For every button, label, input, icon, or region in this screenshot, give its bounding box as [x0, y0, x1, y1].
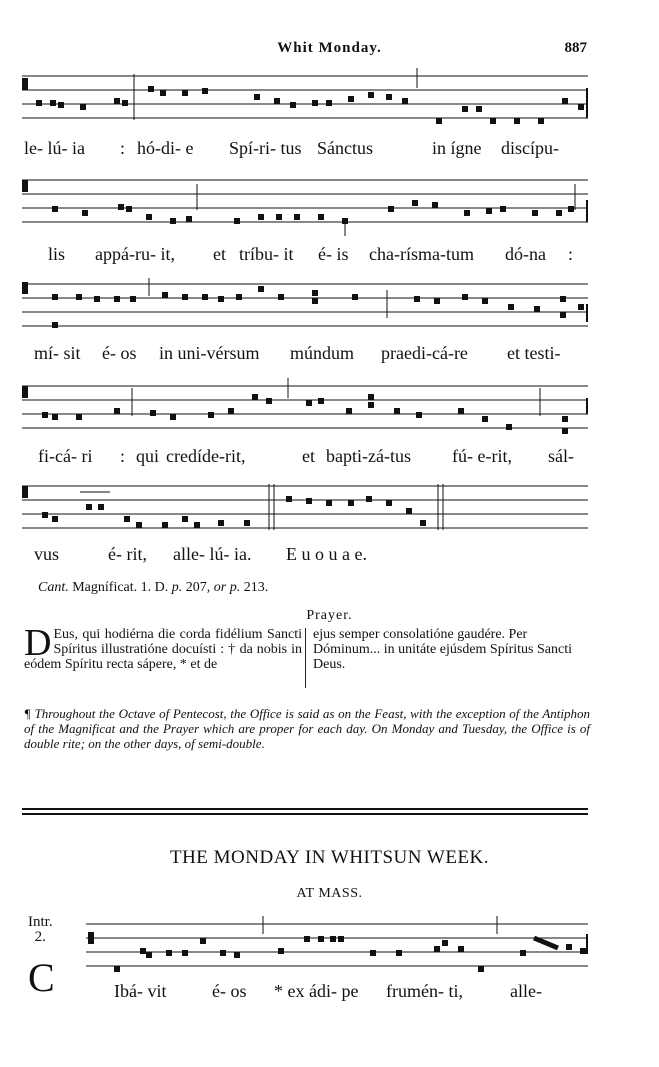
lyric-syllable: E u o u a e. [286, 544, 367, 564]
lyric-syllable: frumén- ti, [386, 981, 463, 1001]
lyric-syllable: et testi- [507, 343, 561, 363]
chant-staff-introit [86, 914, 588, 978]
cant-label: Cant. [38, 580, 69, 595]
lyric-syllable: é- os [212, 981, 247, 1001]
lyric-syllable: et [302, 446, 315, 466]
section-title: THE MONDAY IN WHITSUN WEEK. [169, 847, 490, 868]
lyric-syllable: Spí-ri- tus [229, 138, 302, 158]
lyric-syllable: é- rit, [108, 544, 147, 564]
introit-label [28, 915, 53, 945]
chant-staff-1 [22, 66, 588, 130]
lyric-syllable: bapti-zá-tus [326, 446, 411, 466]
lyric-syllable: é- os [102, 343, 137, 363]
lyric-syllable: : [568, 244, 574, 264]
lyric-syllable: fú- e-rit, [452, 446, 512, 466]
lyric-syllable: * ex ádi- pe [274, 981, 359, 1001]
lyric-syllable: appá-ru- it, [95, 244, 175, 264]
prayer-left-column [24, 622, 302, 672]
lyric-syllable: alle- [510, 981, 542, 1001]
lyric-syllable: qui [136, 446, 160, 466]
lyric-syllable: Sánctus [317, 138, 373, 158]
lyric-syllable: credíde-rit, [166, 446, 246, 466]
chant-staff-3 [22, 276, 588, 340]
chant-staff-2 [22, 170, 588, 240]
cant-alt-label: or p. [213, 580, 241, 595]
cant-page-label: p. [171, 580, 183, 595]
chant-staff-5 [22, 476, 588, 542]
chant-staff-4 [22, 376, 588, 444]
prayer-left-text: Eus, qui hodiérna die corda fidélium Sancti Spíritus illustratióne docuísti : † da nobis in eódem Spíritu recta sápere, * et de [24, 627, 302, 672]
lyric-syllable: dó-na [505, 244, 546, 264]
cant-text: Magníficat. 1. D. [68, 580, 172, 595]
prayer-dropcap: D [24, 622, 52, 664]
rubric-note: ¶ Throughout the Octave of Pentecost, the Office is said as on the Feast, with the exception of the Antiphon of the Magnificat and the Prayer which are proper for each day. On Monday and Tuesday, the Office is of double rite; on the other days, of semi-double. [24, 706, 590, 751]
lyric-syllable: : [120, 446, 126, 466]
lyric-syllable: tríbu- it [239, 244, 294, 264]
lyric-syllable: hó-di- e [137, 138, 194, 158]
lyric-syllable: alle- lú- ia. [173, 544, 252, 564]
section-rule-bottom [22, 813, 588, 815]
introit-label-text: Intr. [28, 914, 53, 930]
lyric-syllable: discípu- [501, 138, 559, 158]
canticle-reference [38, 580, 268, 596]
introit-initial: C [28, 955, 55, 1000]
prayer-heading: Prayer. [306, 608, 353, 623]
lyric-syllable: Ibá- vit [114, 981, 167, 1001]
page-number: 887 [564, 40, 587, 56]
lyric-syllable: mí- sit [34, 343, 81, 363]
lyric-syllable: in ígne [432, 138, 482, 158]
page-header-title: Whit Monday. [277, 40, 382, 56]
lyric-syllable: fi-cá- ri [38, 446, 93, 466]
lyric-syllable: cha-rísma-tum [369, 244, 474, 264]
lyric-syllable: : [120, 138, 126, 158]
lyric-syllable: vus [34, 544, 60, 564]
lyric-syllable: le- lú- ia [24, 138, 85, 158]
lyric-syllable: et [213, 244, 226, 264]
section-rule-top [22, 808, 588, 810]
lyric-syllable: in uni-vérsum [159, 343, 260, 363]
lyric-syllable: é- is [318, 244, 349, 264]
cant-alt-number: 213. [240, 580, 269, 595]
mass-heading: AT MASS. [296, 886, 363, 901]
introit-mode: 2. [34, 929, 46, 945]
lyric-syllable: múndum [290, 343, 355, 363]
column-divider [305, 628, 306, 688]
lyric-syllable: sál- [548, 446, 574, 466]
cant-page-number: 207, [182, 580, 214, 595]
prayer-right-column: ejus semper consolatióne gaudére. Per Dóminum... in unitáte ejúsdem Spíritus Sancti Deus. [313, 627, 572, 672]
lyric-syllable: praedi-cá-re [381, 343, 468, 363]
lyric-syllable: lis [48, 244, 66, 264]
